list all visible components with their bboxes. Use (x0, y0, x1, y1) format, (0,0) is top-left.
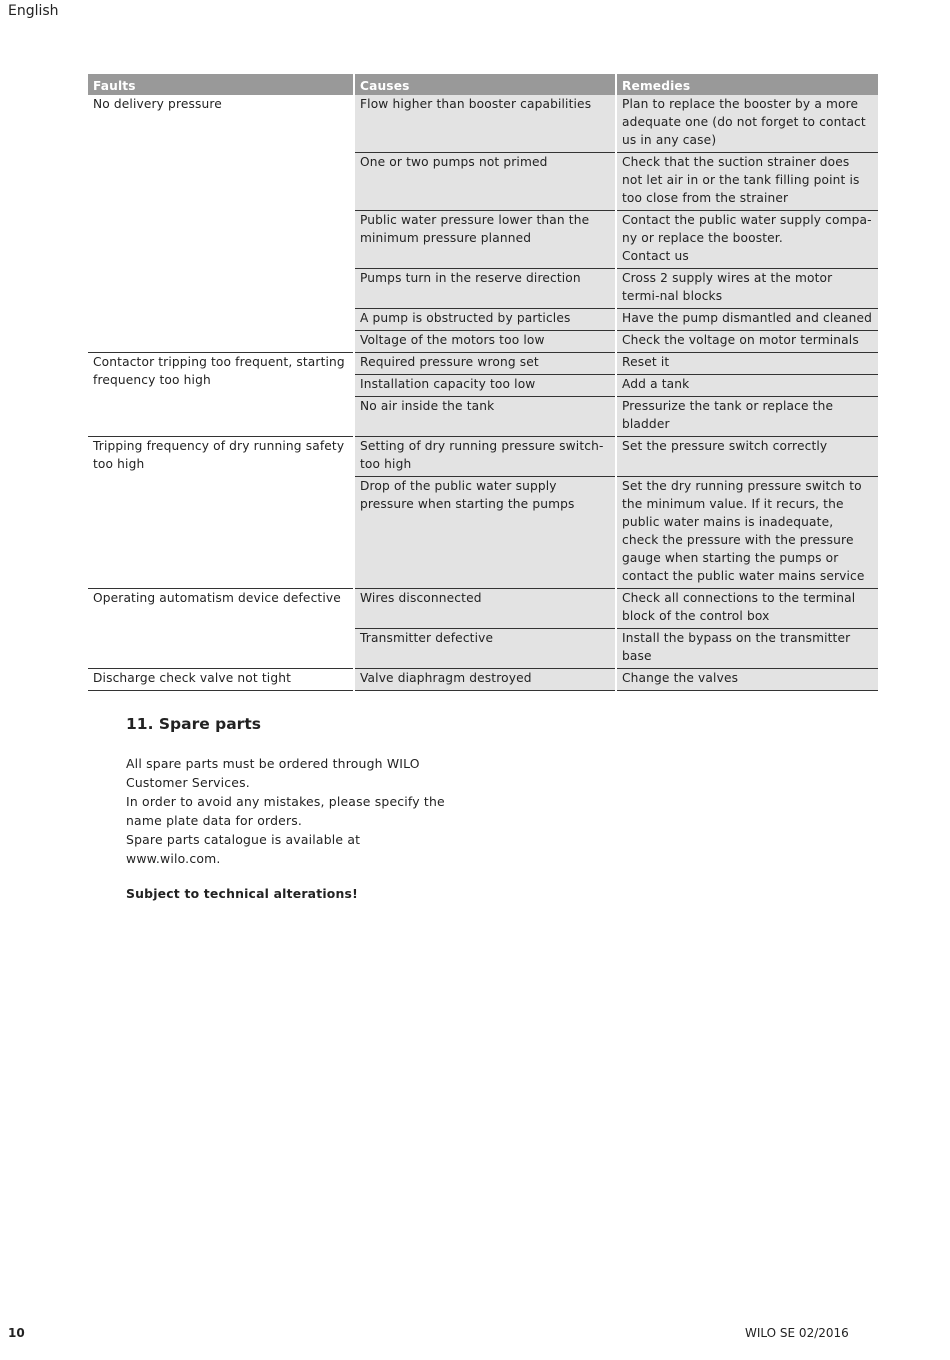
fault-cell: No delivery pressure (88, 95, 354, 353)
remedy-cell: Pressurize the tank or replace the bladder (616, 397, 878, 437)
column-header-causes: Causes (354, 74, 616, 95)
cause-cell: Pumps turn in the reserve direction (354, 269, 616, 309)
remedy-cell: Check all connections to the terminal block of the control box (616, 589, 878, 629)
column-header-remedies: Remedies (616, 74, 878, 95)
language-label: English (8, 3, 59, 19)
table-row (88, 437, 878, 477)
paragraph: In order to avoid any mistakes, please specify the name plate data for orders. (126, 794, 445, 828)
remedy-cell: Cross 2 supply wires at the motor termi-nal blocks (616, 269, 878, 309)
table-row (88, 589, 878, 629)
publisher-footer: WILO SE 02/2016 (745, 1326, 849, 1340)
cause-cell: Voltage of the motors too low (354, 331, 616, 353)
cause-cell: Setting of dry running pressure switch-too high (354, 437, 616, 477)
table-row (88, 95, 878, 153)
section-title: 11. Spare parts (126, 715, 261, 733)
cause-cell: Valve diaphragm destroyed (354, 669, 616, 691)
table-row (88, 669, 878, 691)
cause-cell: Required pressure wrong set (354, 353, 616, 375)
cause-cell: Installation capacity too low (354, 375, 616, 397)
cause-cell: Transmitter defective (354, 629, 616, 669)
remedy-cell: Reset it (616, 353, 878, 375)
technical-notice: Subject to technical alterations! (126, 886, 358, 901)
paragraph: All spare parts must be ordered through WILO Customer Services. (126, 756, 420, 790)
remedy-cell: Add a tank (616, 375, 878, 397)
cause-cell: Public water pressure lower than the minimum pressure planned (354, 211, 616, 269)
paragraph: Spare parts catalogue is available at www.wilo.com. (126, 832, 361, 866)
remedy-cell: Set the dry running pressure switch to the minimum value. If it recurs, the public water mains is inadequate, check the pressure with the pressure gauge when starting the pumps or contact the public water mains service (616, 477, 878, 589)
cause-cell: One or two pumps not primed (354, 153, 616, 211)
remedy-cell: Plan to replace the booster by a more adequate one (do not forget to contact us in any case) (616, 95, 878, 153)
table-body (88, 95, 878, 691)
remedy-cell: Install the bypass on the transmitter base (616, 629, 878, 669)
fault-cell: Discharge check valve not tight (88, 669, 354, 691)
table-row (88, 353, 878, 375)
cause-cell: Flow higher than booster capabilities (354, 95, 616, 153)
remedy-cell: Change the valves (616, 669, 878, 691)
cause-cell: Wires disconnected (354, 589, 616, 629)
page-number: 10 (8, 1326, 25, 1340)
remedy-cell: Contact the public water supply compa-ny or replace the booster. Contact us (616, 211, 878, 269)
troubleshooting-table (88, 74, 878, 691)
cause-cell: Drop of the public water supply pressure when starting the pumps (354, 477, 616, 589)
fault-cell: Tripping frequency of dry running safety too high (88, 437, 354, 589)
fault-cell: Operating automatism device defective (88, 589, 354, 669)
remedy-cell: Check that the suction strainer does not let air in or the tank filling point is too close from the strainer (616, 153, 878, 211)
cause-cell: No air inside the tank (354, 397, 616, 437)
fault-cell: Contactor tripping too frequent, starting frequency too high (88, 353, 354, 437)
remedy-cell: Have the pump dismantled and cleaned (616, 309, 878, 331)
table-header-row (88, 74, 878, 95)
remedy-cell: Check the voltage on motor terminals (616, 331, 878, 353)
cause-cell: A pump is obstructed by particles (354, 309, 616, 331)
remedy-cell: Set the pressure switch correctly (616, 437, 878, 477)
section-body (126, 754, 446, 868)
column-header-faults: Faults (88, 74, 354, 95)
